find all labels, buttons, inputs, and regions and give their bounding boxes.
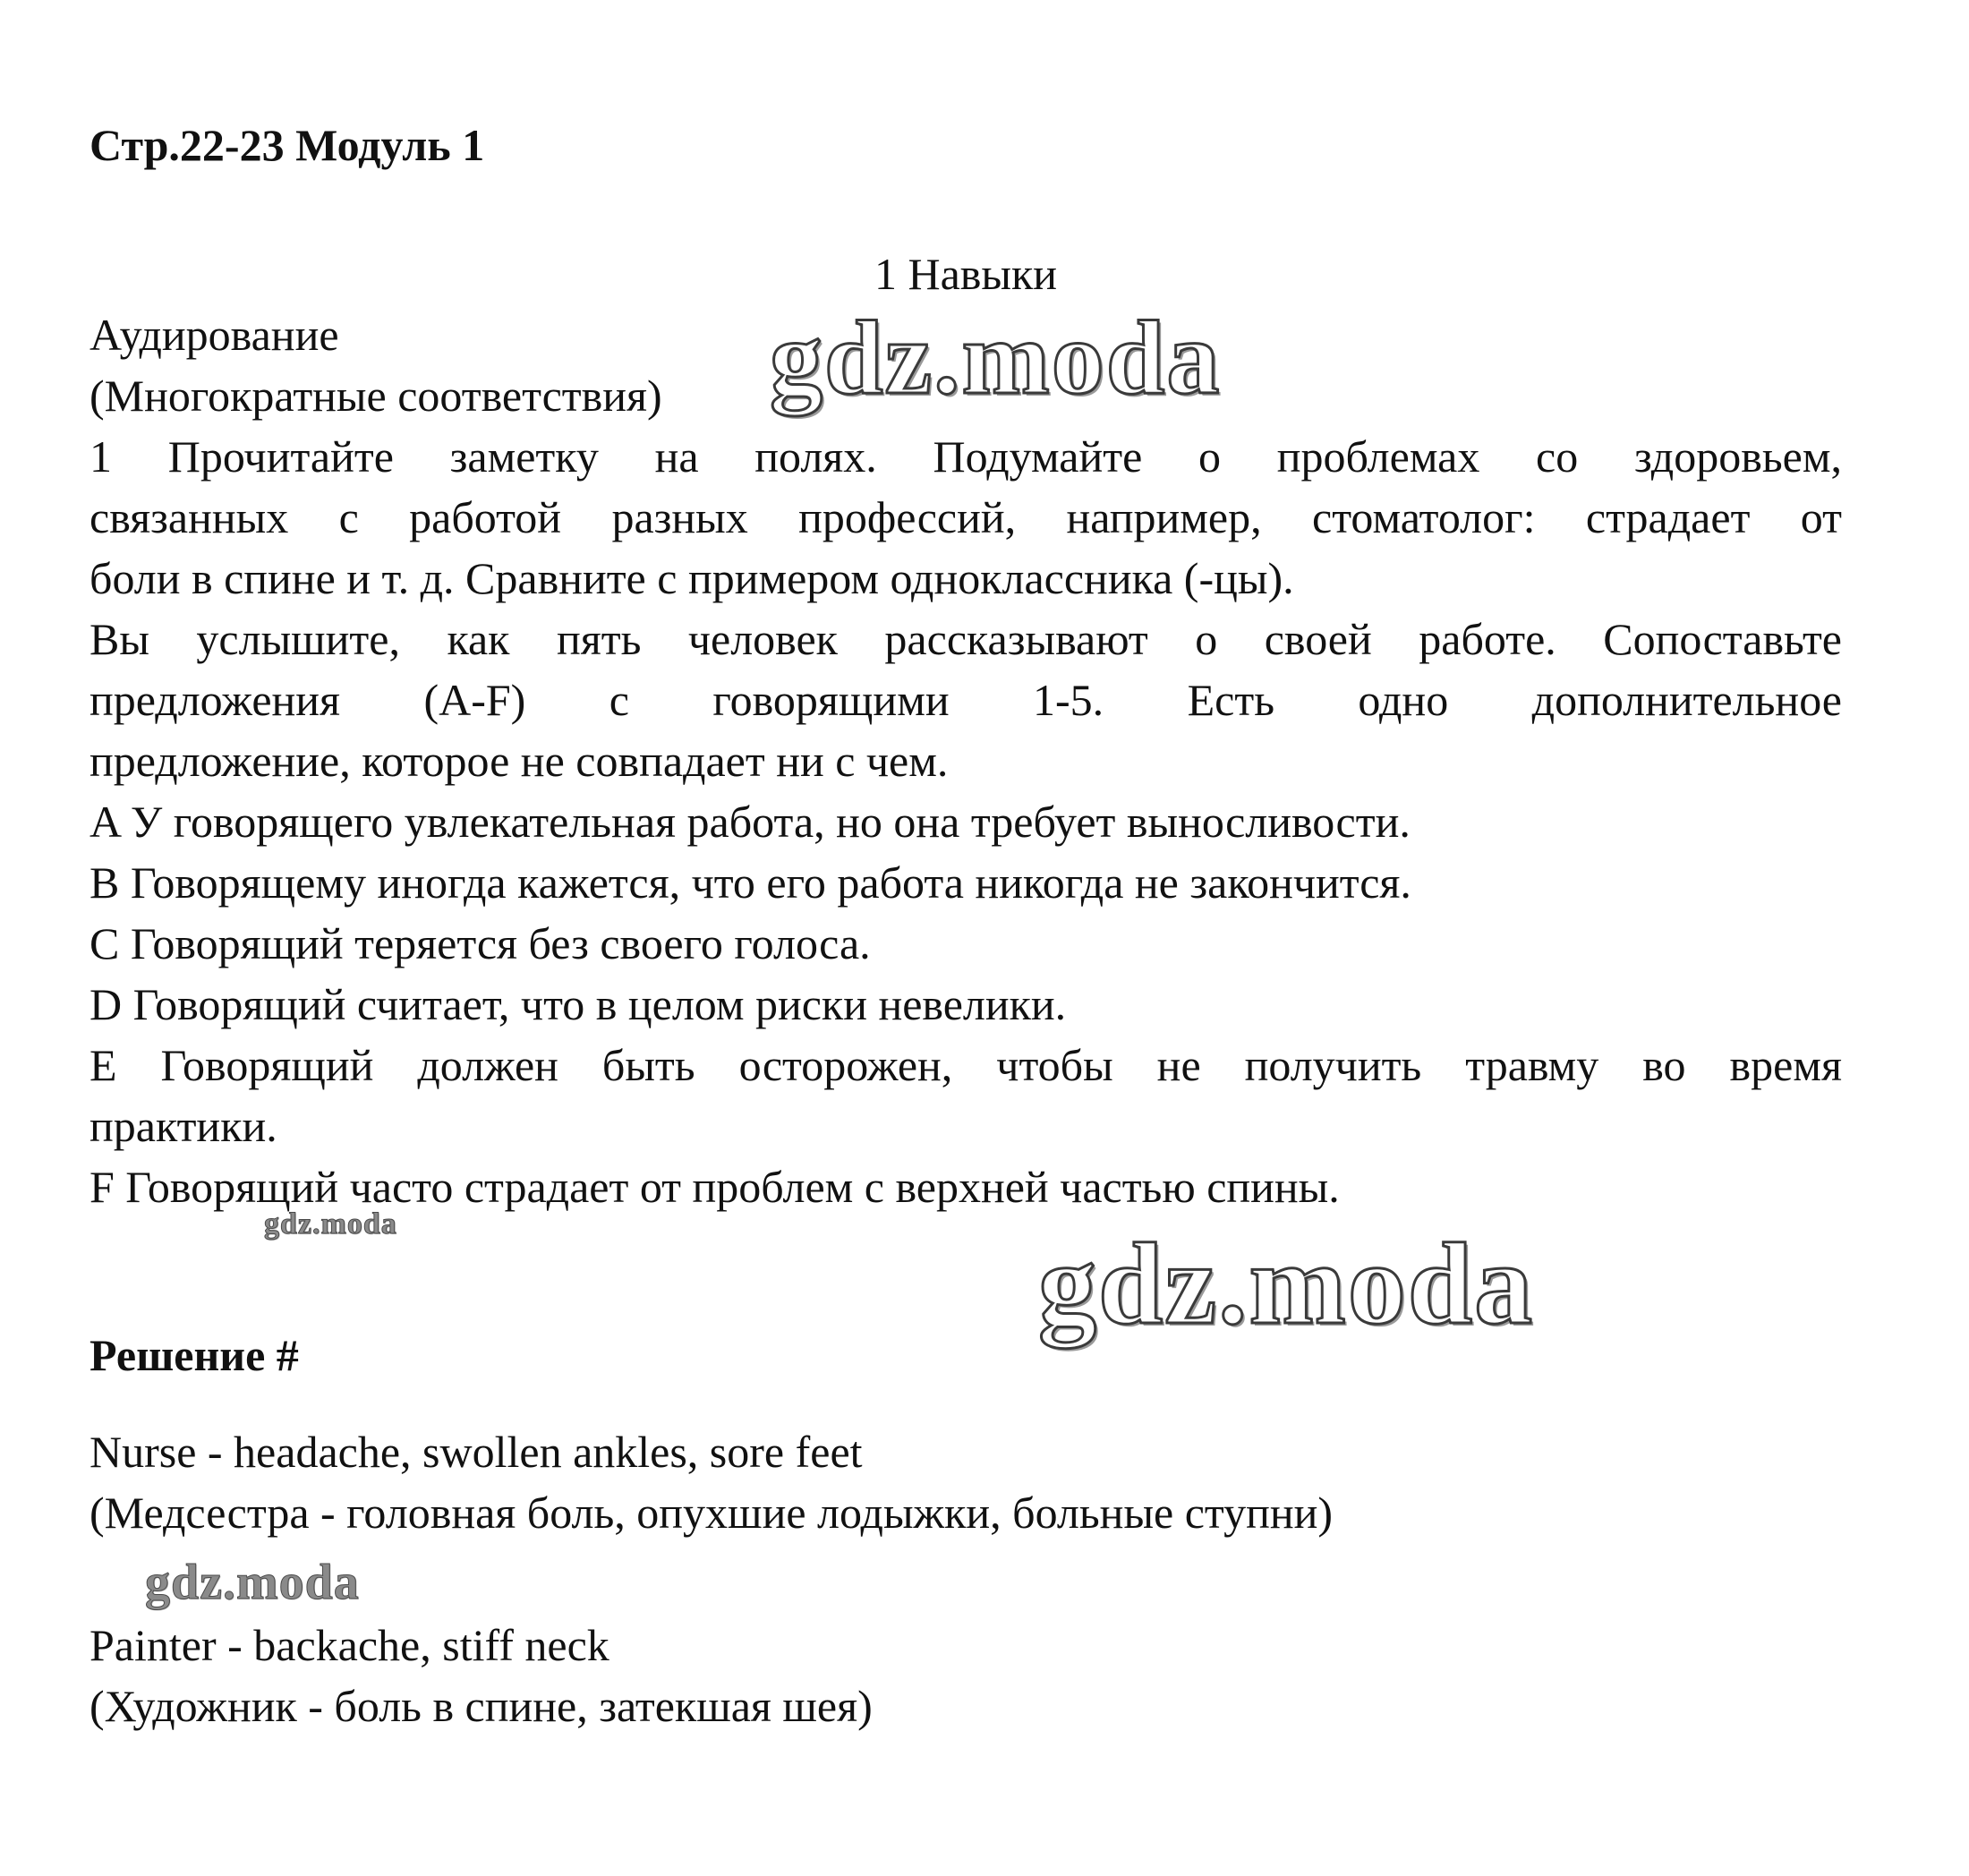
solution-item-russian: (Художник - боль в спине, затекшая шея) [90,1681,873,1731]
page-title: Стр.22-23 Модуль 1 [90,120,485,170]
solution-item-russian: (Медсестра - головная боль, опухшие лодыжки, больные ступни) [90,1488,1334,1538]
watermark-logo: gdz.moda [145,1555,360,1610]
task-intro-line: связанных с работой разных профессий, например, стоматолог: страдает от [90,492,1842,542]
option-e-continued: практики. [90,1101,277,1151]
solution-item-english: Painter - backache, stiff neck [90,1620,609,1670]
task-intro-line: предложения (A-F) с говорящими 1-5. Есть одно дополнительное [90,675,1842,725]
task-intro-line: боли в спине и т. д. Сравните с примером одноклассника (-цы). [90,553,1294,603]
option-b: B Говорящему иногда кажется, что его работа никогда не закончится. [90,857,1411,908]
option-d: D Говорящий считает, что в целом риски невелики. [90,979,1067,1029]
option-a: A У говорящего увлекательная работа, но она требует выносливости. [90,797,1411,847]
watermark-logo: gdz.moda [770,299,1222,416]
task-intro-line: 1 Прочитайте заметку на полях. Подумайте о проблемах со здоровьем, [90,431,1842,482]
watermark-logo: gdz.moda [1038,1220,1535,1349]
watermark-logo: gdz.moda [264,1207,397,1241]
option-f: F Говорящий часто страдает от проблем с верхней частью спины. [90,1162,1340,1212]
task-type: (Многократные соответствия) [90,371,662,421]
task-intro-line: Вы услышите, как пять человек рассказывают о своей работе. Сопоставьте [90,614,1842,664]
solution-item-english: Nurse - headache, swollen ankles, sore feet [90,1427,863,1477]
section-heading: 1 Навыки [874,249,1058,299]
section-subheading: Аудирование [90,310,339,360]
task-intro-line: предложение, которое не совпадает ни с чем. [90,736,949,786]
solution-heading: Решение # [90,1330,299,1380]
option-e: E Говорящий должен быть осторожен, чтобы не получить травму во время [90,1040,1842,1090]
option-c: C Говорящий теряется без своего голоса. [90,918,871,968]
